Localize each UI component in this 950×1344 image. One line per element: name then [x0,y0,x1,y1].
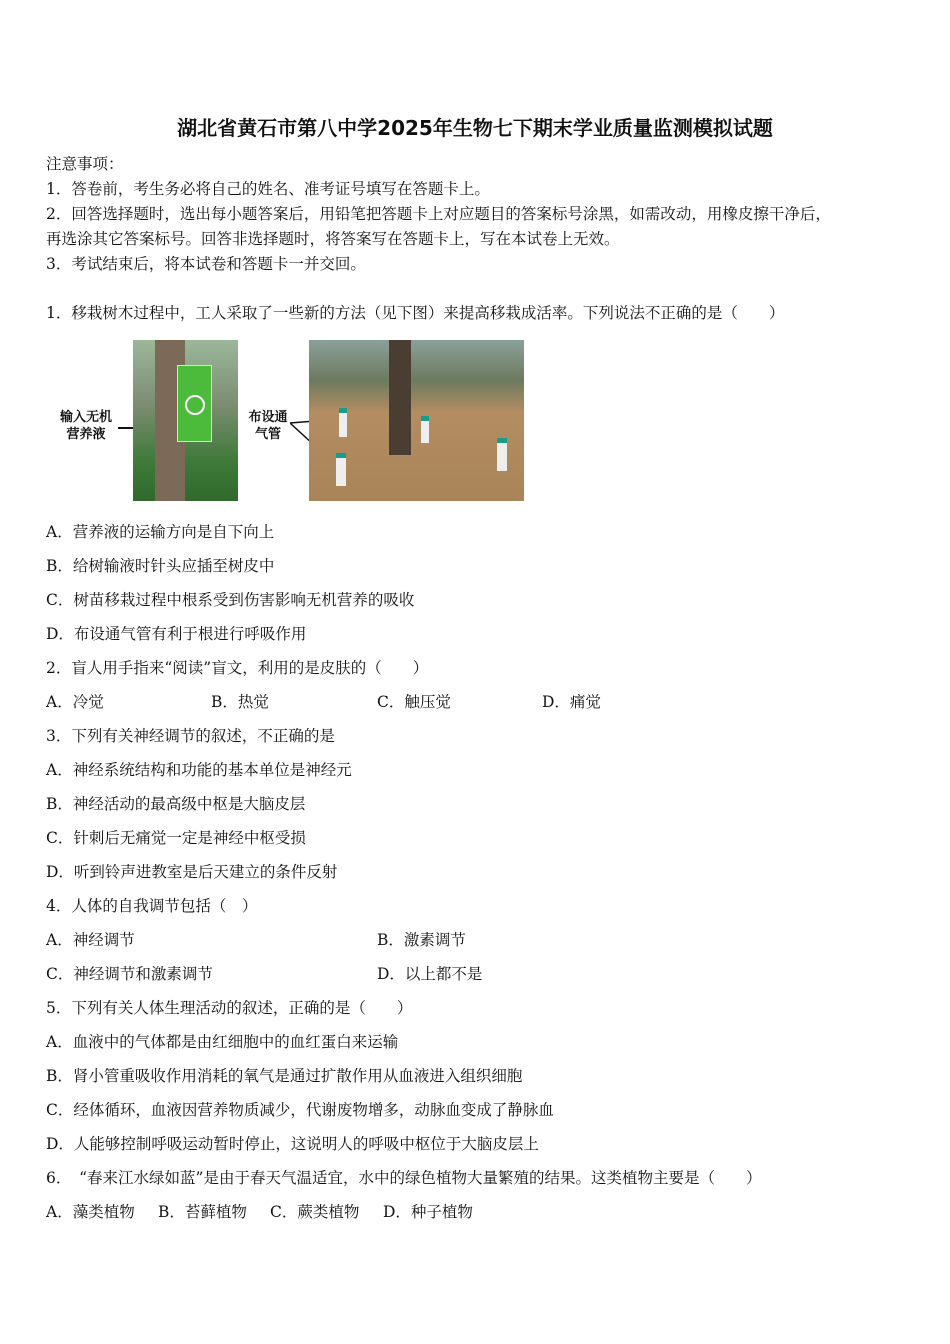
option: A．血液中的气体都是由红细胞中的血红蛋白来运输 [46,1033,399,1051]
option: C．蕨类植物 [270,1203,360,1221]
option: B．热觉 [211,693,269,711]
question-stem: 2．盲人用手指来“阅读”盲文，利用的是皮肤的（ ） [46,659,429,677]
option: A．冷觉 [46,693,104,711]
option: B．肾小管重吸收作用消耗的氧气是通过扩散作用从血液进入组织细胞 [46,1067,523,1085]
figure-label-left: 输入无机营养液 [59,410,112,442]
notice-item: 2．回答选择题时，选出每小题答案后，用铅笔把答题卡上对应题目的答案标号涂黑，如需改动，用橡皮擦干净后， [46,205,831,223]
option: D．人能够控制呼吸运动暂时停止，这说明人的呼吸中枢位于大脑皮层上 [46,1135,539,1153]
option: A．神经系统结构和功能的基本单位是神经元 [46,761,352,779]
option: B．激素调节 [377,931,466,949]
question-stem: 4．人体的自我调节包括（ ） [46,897,258,915]
option: A．营养液的运输方向是自下向上 [46,523,275,541]
question-stem: 1．移栽树木过程中，工人采取了一些新的方法（见下图）来提高移栽成活率。下列说法不正确的是（ ） [46,304,785,322]
notice-item: 1．答卷前，考生务必将自己的姓名、准考证号填写在答题卡上。 [46,180,490,198]
question-stem: 6． “春来江水绿如蓝”是由于春天气温适宜，水中的绿色植物大量繁殖的结果。这类植物主要是（ ） [46,1169,762,1187]
option: D．痛觉 [542,693,601,711]
option: A．神经调节 [46,931,135,949]
option: A．藻类植物 [46,1203,135,1221]
page-title: 湖北省黄石市第八中学2025年生物七下期末学业质量监测模拟试题 [177,116,773,140]
notice-item: 3．考试结束后，将本试卷和答题卡一并交回。 [46,255,366,273]
question-stem: 3．下列有关神经调节的叙述，不正确的是 [46,727,335,745]
option: C．神经调节和激素调节 [46,965,213,983]
notice-item: 再选涂其它答案标号。回答非选择题时，将答案写在答题卡上，写在本试卷上无效。 [46,230,620,248]
option: C．经体循环，血液因营养物质减少，代谢废物增多，动脉血变成了静脉血 [46,1101,554,1119]
option: D．听到铃声进教室是后天建立的条件反射 [46,863,338,881]
option: B．给树输液时针头应插至树皮中 [46,557,275,575]
option: B．神经活动的最高级中枢是大脑皮层 [46,795,306,813]
option: C．树苗移栽过程中根系受到伤害影响无机营养的吸收 [46,591,415,609]
question-stem: 5．下列有关人体生理活动的叙述，正确的是（ ） [46,999,413,1017]
option: C．触压觉 [377,693,451,711]
aeration-pipes-photo [309,340,524,501]
figure-label-right: 布设通气管 [248,410,288,442]
tree-iv-photo [133,340,238,501]
option: D．以上都不是 [377,965,483,983]
option: D．种子植物 [383,1203,473,1221]
notice-heading: 注意事项： [46,155,124,173]
option: B．苔藓植物 [158,1203,247,1221]
option: D．布设通气管有利于根进行呼吸作用 [46,625,307,643]
option: C．针刺后无痛觉一定是神经中枢受损 [46,829,306,847]
